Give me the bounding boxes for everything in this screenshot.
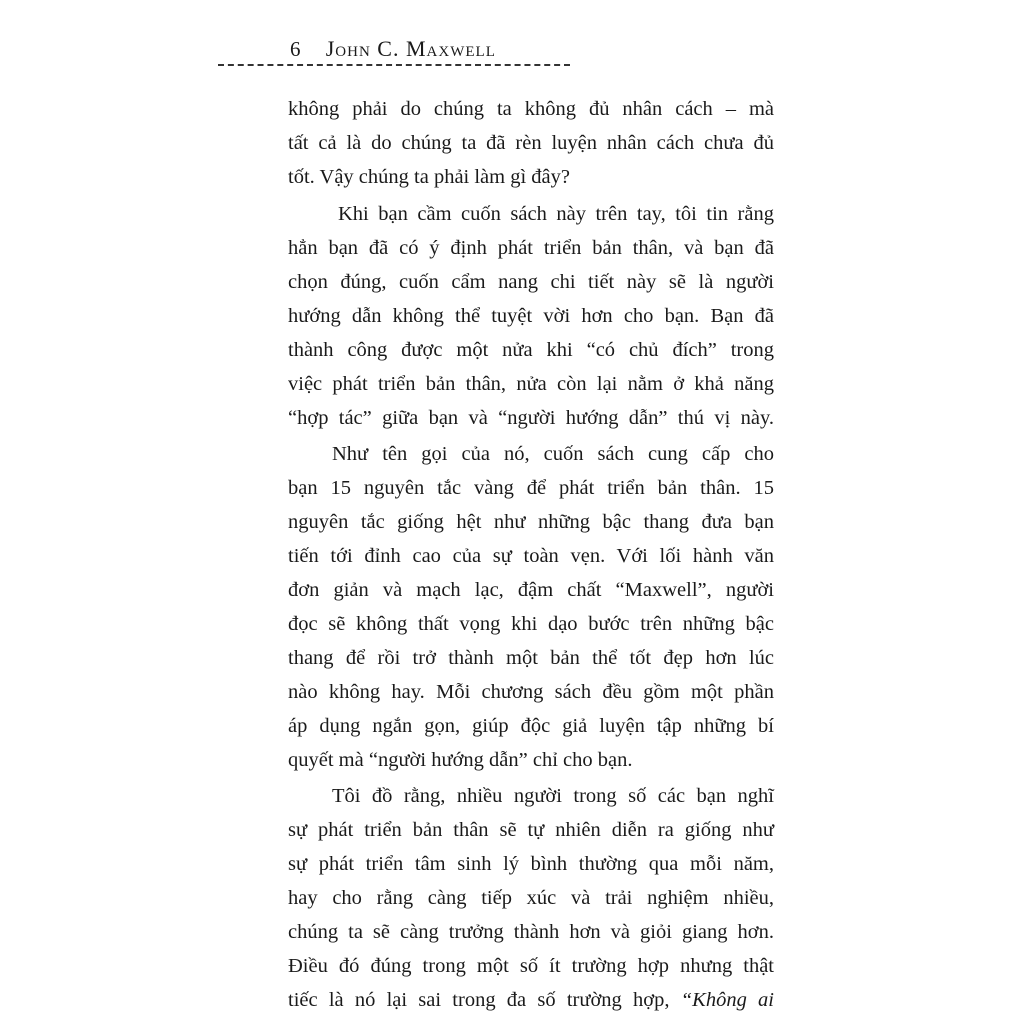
- text-line: bạn 15 nguyên tắc vàng để phát triển bản thân. 15: [288, 477, 774, 499]
- text-line: chọn đúng, cuốn cẩm nang chi tiết này sẽ là người: [288, 271, 774, 293]
- text-line: quyết mà “người hướng dẫn” chỉ cho bạn.: [288, 749, 633, 771]
- text-line: Điều đó đúng trong một số ít trường hợp nhưng thật: [288, 955, 774, 977]
- text-line: việc phát triển bản thân, nửa còn lại nằm ở khả năng: [288, 373, 774, 395]
- text-line: Như tên gọi của nó, cuốn sách cung cấp cho: [332, 443, 774, 465]
- text-line: áp dụng ngắn gọn, giúp độc giả luyện tập những bí: [288, 715, 774, 737]
- text-line: hay cho rằng càng tiếp xúc và trải nghiệm nhiều,: [288, 887, 774, 909]
- text-line: tốt. Vậy chúng ta phải làm gì đây?: [288, 166, 570, 188]
- text-line: hướng dẫn không thể tuyệt vời hơn cho bạn. Bạn đã: [288, 305, 774, 327]
- text-line: đơn giản và mạch lạc, đậm chất “Maxwell”, người: [288, 579, 774, 601]
- text-line: tiến tới đỉnh cao của sự toàn vẹn. Với lối hành văn: [288, 545, 774, 567]
- text-line: hẳn bạn đã có ý định phát triển bản thân, và bạn đã: [288, 237, 774, 259]
- text-line: không phải do chúng ta không đủ nhân cách – mà: [288, 98, 774, 120]
- text-line: thành công được một nửa khi “có chủ đích” trong: [288, 339, 774, 361]
- text-line: sự phát triển tâm sinh lý bình thường qua mỗi năm,: [288, 853, 774, 875]
- text-line: thang để rồi trở thành một bản thể tốt đẹp hơn lúc: [288, 647, 774, 669]
- running-head-author: John C. Maxwell: [325, 36, 496, 61]
- text-line: nào không hay. Mỗi chương sách đều gồm một phần: [288, 681, 774, 703]
- text-line: sự phát triển bản thân sẽ tự nhiên diễn ra giống như: [288, 819, 774, 841]
- page-number: 6: [290, 37, 302, 61]
- text-line: tất cả là do chúng ta đã rèn luyện nhân cách chưa đủ: [288, 132, 774, 154]
- text-line: nguyên tắc giống hệt như những bậc thang đưa bạn: [288, 511, 774, 533]
- italic-quote-start: “Không ai: [680, 989, 775, 1011]
- text-line: Khi bạn cầm cuốn sách này trên tay, tôi tin rằng: [338, 203, 774, 225]
- header-dashed-rule: [218, 64, 570, 66]
- text-line: đọc sẽ không thất vọng khi dạo bước trên những bậc: [288, 613, 774, 635]
- text-line: chúng ta sẽ càng trưởng thành hơn và giỏi giang hơn.: [288, 921, 774, 943]
- text-line-last: [288, 983, 774, 1017]
- running-header: [290, 36, 496, 62]
- text-line: “hợp tác” giữa bạn và “người hướng dẫn” thú vị này.: [288, 407, 774, 429]
- text-line-main: tiếc là nó lại sai trong đa số trường hợp,: [288, 989, 670, 1011]
- text-line: Tôi đồ rằng, nhiều người trong số các bạn nghĩ: [332, 785, 774, 807]
